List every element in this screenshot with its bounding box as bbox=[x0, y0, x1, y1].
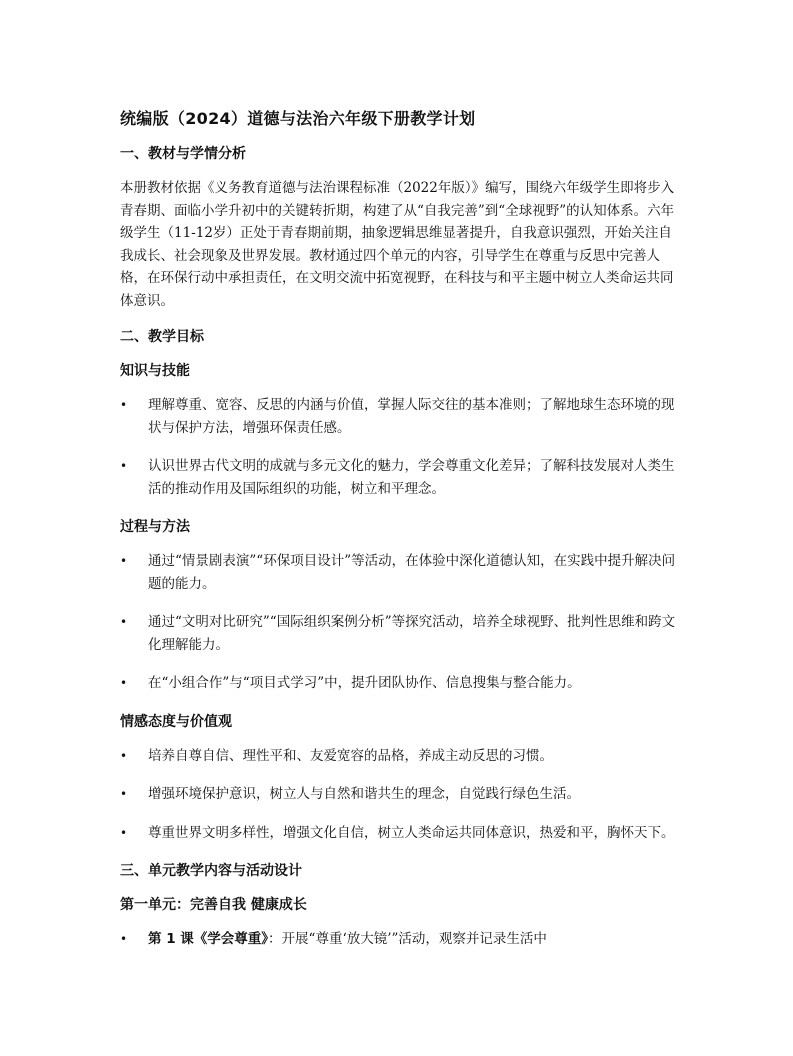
subheading-process: 过程与方法 bbox=[120, 519, 190, 535]
attitude-list bbox=[120, 745, 680, 845]
analysis-paragraph: 本册教材依据《义务教育道德与法治课程标准（2022年版）》编写，围绕六年级学生即将步入青春期、面临小学升初中的关键转折期，构建了从“自我完善”到“全球视野”的认知体系。六年级学生（11-12岁）正处于青春期前期，抽象逻辑思维显著提升，自我意识强烈，开始关注自我成长、社会现象及世界发展。教材通过四个单元的内容，引导学生在尊重与反思中完善人格，在环保行动中承担责任，在文明交流中拓宽视野，在科技与和平主题中树立人类命运共同体意识。 bbox=[120, 180, 675, 309]
bullet-icon: • bbox=[120, 676, 128, 690]
lesson-title: 第 1 课《学会尊重》 bbox=[148, 931, 269, 947]
unit1-list bbox=[120, 928, 680, 951]
subheading-knowledge: 知识与技能 bbox=[120, 363, 190, 379]
list-item: • 认识世界古代文明的成就与多元文化的魅力，学会尊重文化差异；了解科技发展对人类生活的推动作用及国际组织的功能，树立和平理念。 bbox=[120, 455, 680, 500]
bullet-icon: • bbox=[120, 932, 128, 946]
list-item: • 通过“文明对比研究”“国际组织案例分析”等探究活动，培养全球视野、批判性思维和跨文化理解能力。 bbox=[120, 611, 680, 656]
list-item: • 培养自尊自信、理性平和、友爱宽容的品格，养成主动反思的习惯。 bbox=[120, 745, 680, 768]
bullet-icon: • bbox=[120, 748, 128, 763]
bullet-icon: • bbox=[120, 554, 128, 568]
subheading-unit1: 第一单元：完善自我 健康成长 bbox=[120, 897, 307, 913]
bullet-icon: • bbox=[120, 615, 128, 629]
list-item: • 尊重世界文明多样性，增强文化自信，树立人类命运共同体意识，热爱和平，胸怀天下。 bbox=[120, 822, 680, 845]
list-item bbox=[120, 928, 680, 951]
list-item: • 增强环境保护意识，树立人与自然和谐共生的理念，自觉践行绿色生活。 bbox=[120, 783, 680, 806]
section-heading-analysis: 一、教材与学情分析 bbox=[120, 146, 246, 162]
list-item: • 理解尊重、宽容、反思的内涵与价值，掌握人际交往的基本准则；了解地球生态环境的现状与保护方法，增强环保责任感。 bbox=[120, 394, 680, 439]
bullet-icon: • bbox=[120, 398, 128, 412]
list-item: • 在“小组合作”与“项目式学习”中，提升团队协作、信息搜集与整合能力。 bbox=[120, 672, 680, 695]
document-title: 统编版（2024）道德与法治六年级下册教学计划 bbox=[120, 109, 476, 128]
bullet-icon: • bbox=[120, 459, 128, 473]
section-heading-goals: 二、教学目标 bbox=[120, 329, 204, 345]
process-list bbox=[120, 550, 680, 695]
bullet-icon: • bbox=[120, 787, 128, 801]
lesson-description: ：开展“尊重‘放大镜’”活动，观察并记录生活中 bbox=[268, 931, 547, 947]
document-body bbox=[120, 106, 680, 967]
list-item: • 通过“情景剧表演”“环保项目设计”等活动，在体验中深化道德认知，在实践中提升解决问题的能力。 bbox=[120, 550, 680, 595]
subheading-attitude: 情感态度与价值观 bbox=[120, 713, 232, 730]
knowledge-list bbox=[120, 394, 680, 500]
section-heading-units: 三、单元教学内容与活动设计 bbox=[120, 863, 302, 879]
bullet-icon: • bbox=[120, 825, 128, 840]
